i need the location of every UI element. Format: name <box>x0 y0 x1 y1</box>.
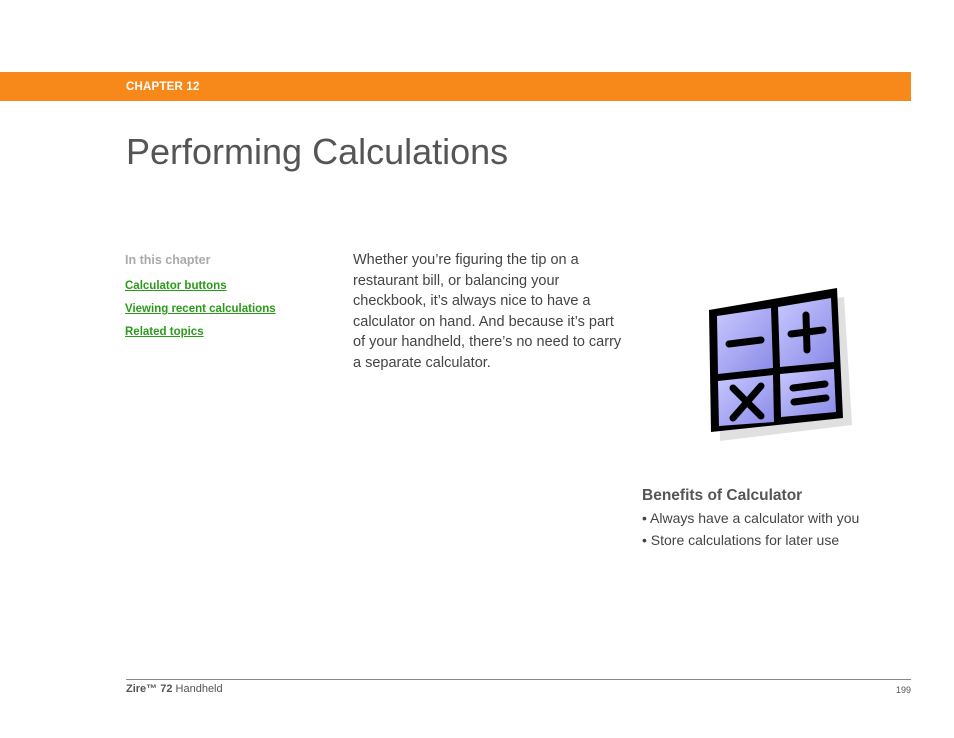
toc-heading: In this chapter <box>125 253 211 267</box>
toc-link-related-topics[interactable]: Related topics <box>125 326 204 338</box>
toc-link-viewing-recent-calculations[interactable]: Viewing recent calculations <box>125 303 276 315</box>
toc-link-calculator-buttons[interactable]: Calculator buttons <box>125 280 227 292</box>
calculator-icon <box>703 284 853 449</box>
benefit-item: • Store calculations for later use <box>642 531 840 548</box>
footer-product-name <box>126 683 223 695</box>
page-number: 199 <box>895 685 911 695</box>
benefits-heading: Benefits of Calculator <box>642 487 803 504</box>
benefits-box <box>642 487 859 551</box>
benefit-item: • Always have a calculator with you <box>642 510 860 526</box>
footer-product-rest: Handheld <box>172 683 223 695</box>
intro-paragraph: Whether you’re figuring the tip on a restaurant bill, or balancing your checkbook, it’s always nice to have a calculator on hand. And because it’s part of your handheld, there’s no need to carry a separate calculator. <box>353 252 622 371</box>
page-title: Performing Calculations <box>126 131 509 172</box>
footer-divider <box>126 679 911 680</box>
footer-product-bold: Zire™ 72 <box>126 683 173 695</box>
chapter-contents <box>125 253 276 349</box>
chapter-label: CHAPTER 12 <box>126 81 200 93</box>
